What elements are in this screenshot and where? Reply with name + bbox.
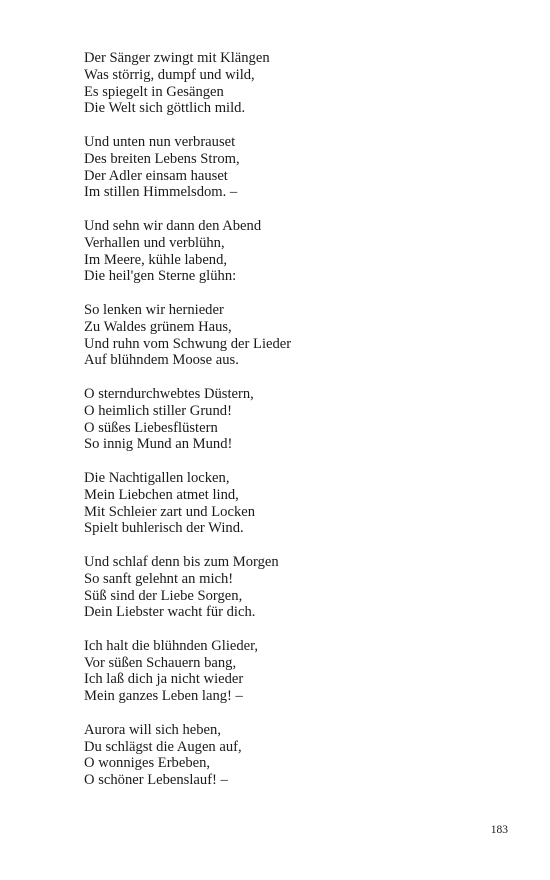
poem-line: O wonniges Erbeben,	[84, 755, 211, 772]
stanza	[84, 638, 504, 705]
poem-line: Die heil'gen Sterne glühn:	[84, 268, 237, 285]
stanza	[84, 386, 504, 453]
poem-line: Der Adler einsam hauset	[84, 167, 228, 184]
page-number: 183	[490, 824, 508, 836]
poem-line: O süßes Liebesflüstern	[84, 419, 218, 436]
poem-line: Des breiten Lebens Strom,	[84, 150, 240, 167]
poem-line: Ich laß dich ja nicht wieder	[84, 671, 244, 688]
stanza	[84, 302, 504, 369]
poem-line: Und unten nun verbrauset	[84, 133, 236, 150]
poem-line: Auf blühndem Moose aus.	[84, 352, 239, 369]
poem-line: O sterndurchwebtes Düstern,	[84, 385, 254, 402]
poem-line: Vor süßen Schauern bang,	[84, 654, 237, 671]
poem-line: Verhallen und verblühn,	[84, 234, 225, 251]
poem-line: Mein Liebchen atmet lind,	[84, 486, 239, 503]
poem-line: Ich halt die blühnden Glieder,	[84, 637, 259, 654]
poem-line: Mein ganzes Leben lang! –	[84, 688, 243, 705]
poem-line: Dein Liebster wacht für dich.	[84, 604, 256, 621]
poem-line: Im stillen Himmelsdom. –	[84, 184, 238, 201]
poem-line: So innig Mund an Mund!	[84, 436, 233, 453]
stanza	[84, 722, 504, 789]
poem-line: Und sehn wir dann den Abend	[84, 217, 262, 234]
stanza	[84, 50, 504, 117]
stanza	[84, 218, 504, 285]
poem-line: Was störrig, dumpf und wild,	[84, 66, 255, 83]
poem-line: Im Meere, kühle labend,	[84, 251, 228, 268]
poem-line: Die Nachtigallen locken,	[84, 469, 230, 486]
poem-line: Zu Waldes grünem Haus,	[84, 318, 232, 335]
stanza	[84, 470, 504, 537]
poem-line: Mit Schleier zart und Locken	[84, 503, 256, 520]
poem-line: Du schlägst die Augen auf,	[84, 738, 242, 755]
poem	[84, 50, 504, 806]
poem-line: Es spiegelt in Gesängen	[84, 83, 224, 100]
poem-line: So sanft gelehnt an mich!	[84, 570, 234, 587]
poem-line: Süß sind der Liebe Sorgen,	[84, 587, 243, 604]
poem-line: Und ruhn vom Schwung der Lieder	[84, 335, 292, 352]
poem-line: So lenken wir hernieder	[84, 301, 224, 318]
poem-line: O heimlich stiller Grund!	[84, 402, 232, 419]
stanza	[84, 134, 504, 201]
poem-line: Der Sänger zwingt mit Klängen	[84, 50, 270, 66]
poem-line: Aurora will sich heben,	[84, 721, 221, 738]
poem-line: Und schlaf denn bis zum Morgen	[84, 553, 279, 570]
poem-line: Spielt buhlerisch der Wind.	[84, 520, 244, 537]
stanza	[84, 554, 504, 621]
poem-line: Die Welt sich göttlich mild.	[84, 100, 246, 117]
poem-line: O schöner Lebenslauf! –	[84, 772, 228, 789]
